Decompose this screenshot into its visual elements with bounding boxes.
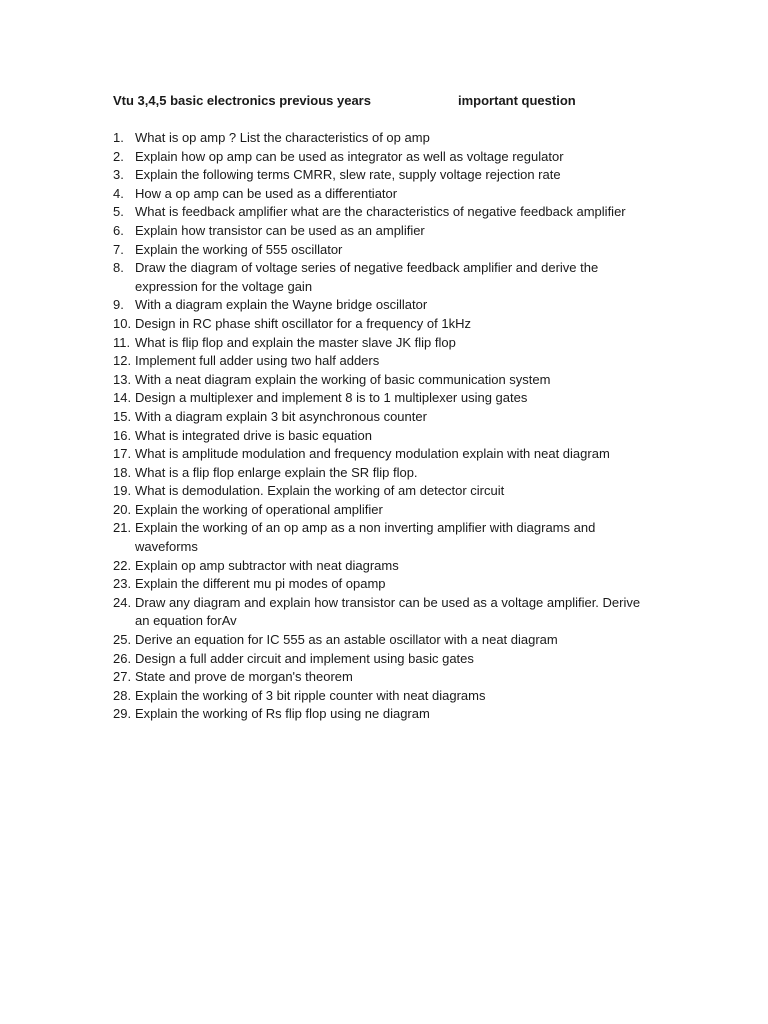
question-item xyxy=(113,687,653,706)
question-number: 8. xyxy=(113,260,124,276)
question-item xyxy=(113,185,653,204)
question-text: State and prove de morgan's theorem xyxy=(135,669,353,685)
question-text: Design in RC phase shift oscillator for a frequency of 1kHz xyxy=(135,315,471,331)
question-number: 25. xyxy=(113,632,132,648)
question-item xyxy=(113,148,653,167)
question-item xyxy=(113,334,653,353)
question-number: 28. xyxy=(113,687,132,703)
question-number: 17. xyxy=(113,446,132,462)
question-text: What is op amp ? List the characteristics of op amp xyxy=(135,130,430,145)
question-item xyxy=(113,315,653,334)
title-right: important question xyxy=(458,93,576,108)
question-text: What is flip flop and explain the master slave JK flip flop xyxy=(135,334,456,350)
question-number: 13. xyxy=(113,371,132,387)
question-number: 29. xyxy=(113,706,132,722)
question-number: 14. xyxy=(113,390,132,406)
question-text: Explain the different mu pi modes of opamp xyxy=(135,576,386,592)
question-number: 22. xyxy=(113,557,132,573)
question-item xyxy=(113,296,653,315)
question-number: 15. xyxy=(113,408,132,424)
question-text: What is amplitude modulation and frequency modulation explain with neat diagram xyxy=(135,446,610,462)
question-text: Explain how transistor can be used as an amplifier xyxy=(135,222,425,238)
question-number: 12. xyxy=(113,353,132,369)
question-number: 27. xyxy=(113,669,132,685)
question-item xyxy=(113,129,653,148)
question-item xyxy=(113,575,653,594)
question-number: 26. xyxy=(113,650,132,666)
question-item xyxy=(113,650,653,669)
question-text: Explain the following terms CMRR, slew rate, supply voltage rejection rate xyxy=(135,167,561,183)
question-item xyxy=(113,631,653,650)
question-number: 2. xyxy=(113,148,124,164)
question-text: Draw the diagram of voltage series of negative feedback amplifier and derive the expression for the voltage gain xyxy=(135,260,599,294)
question-number: 23. xyxy=(113,576,132,592)
question-item xyxy=(113,705,653,724)
question-item xyxy=(113,389,653,408)
question-text: Draw any diagram and explain how transistor can be used as a voltage amplifier. Derive an equation forAv xyxy=(135,594,641,629)
question-number: 5. xyxy=(113,204,124,220)
question-text: With a neat diagram explain the working of basic communication system xyxy=(135,371,551,387)
question-item xyxy=(113,203,653,222)
question-text: Explain the working of Rs flip flop using ne diagram xyxy=(135,706,430,722)
question-number: 7. xyxy=(113,241,124,257)
question-number: 20. xyxy=(113,501,132,517)
question-number: 16. xyxy=(113,427,132,443)
question-number: 24. xyxy=(113,594,132,610)
question-number: 4. xyxy=(113,185,124,201)
question-number: 1. xyxy=(113,130,124,145)
question-item xyxy=(113,222,653,241)
question-item xyxy=(113,259,653,296)
question-item xyxy=(113,501,653,520)
question-number: 18. xyxy=(113,464,132,480)
question-item xyxy=(113,519,653,556)
question-text: With a diagram explain 3 bit asynchronous counter xyxy=(135,408,427,424)
question-number: 10. xyxy=(113,315,132,331)
title-left: Vtu 3,4,5 basic electronics previous years xyxy=(113,93,371,108)
question-number: 9. xyxy=(113,297,124,313)
question-text: Explain the working of operational amplifier xyxy=(135,501,383,517)
question-text: What is a flip flop enlarge explain the SR flip flop. xyxy=(135,464,418,480)
question-text: Design a full adder circuit and implement using basic gates xyxy=(135,650,474,666)
question-item xyxy=(113,668,653,687)
question-number: 11. xyxy=(113,334,131,350)
question-text: Explain the working of 3 bit ripple counter with neat diagrams xyxy=(135,687,486,703)
question-item xyxy=(113,445,653,464)
question-text: Explain how op amp can be used as integrator as well as voltage regulator xyxy=(135,148,564,164)
question-item xyxy=(113,427,653,446)
question-item xyxy=(113,464,653,483)
question-text: With a diagram explain the Wayne bridge oscillator xyxy=(135,297,428,313)
question-item xyxy=(113,241,653,260)
question-text: Explain op amp subtractor with neat diagrams xyxy=(135,557,399,573)
question-text: What is integrated drive is basic equation xyxy=(135,427,373,443)
question-text: Explain the working of 555 oscillator xyxy=(135,241,343,257)
question-item xyxy=(113,408,653,427)
question-number: 6. xyxy=(113,222,124,238)
question-number: 21. xyxy=(113,520,132,536)
question-list xyxy=(113,129,653,724)
question-text: Implement full adder using two half adders xyxy=(135,353,380,369)
question-text: What is demodulation. Explain the working of am detector circuit xyxy=(135,483,505,499)
question-text: Explain the working of an op amp as a non inverting amplifier with diagrams and waveforms xyxy=(135,520,596,555)
question-item xyxy=(113,352,653,371)
question-item xyxy=(113,594,653,631)
question-item xyxy=(113,166,653,185)
question-text: How a op amp can be used as a differentiator xyxy=(135,185,398,201)
question-item xyxy=(113,482,653,501)
question-item xyxy=(113,557,653,576)
question-item xyxy=(113,371,653,390)
question-text: Derive an equation for IC 555 as an astable oscillator with a neat diagram xyxy=(135,632,558,648)
document-title xyxy=(113,93,576,108)
question-text: Design a multiplexer and implement 8 is to 1 multiplexer using gates xyxy=(135,390,528,406)
question-number: 3. xyxy=(113,167,124,183)
question-number: 19. xyxy=(113,483,132,499)
question-text: What is feedback amplifier what are the characteristics of negative feedback amplifier xyxy=(135,204,626,220)
